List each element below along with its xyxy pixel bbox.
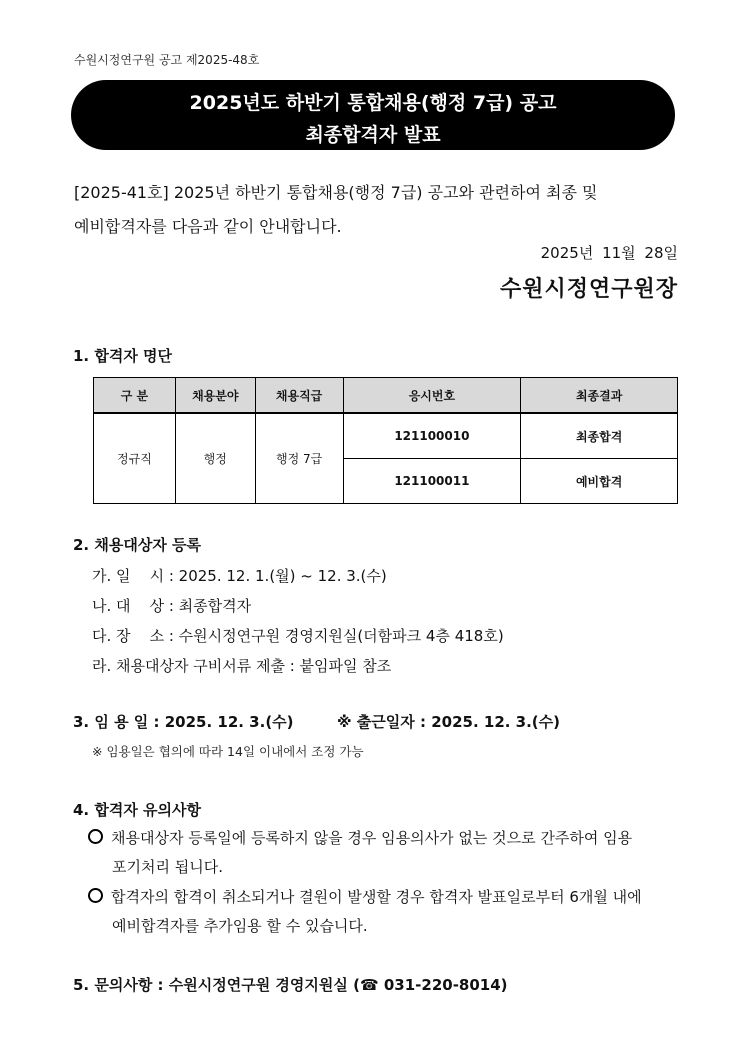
- bullet-continuation: 예비합격자를 추가임용 할 수 있습니다.: [112, 917, 368, 935]
- appointment-note: ※ 임용일은 협의에 따라 14일 이내에서 조정 가능: [92, 744, 364, 759]
- header-number: 응시번호: [343, 378, 521, 414]
- cell-number: 121100010: [343, 413, 521, 459]
- table-row: [94, 413, 678, 459]
- cell-grade: 행정 7급: [255, 413, 343, 504]
- section-1-title: 1. 합격자 명단: [73, 347, 173, 365]
- result-table: [93, 377, 678, 504]
- signer: 수원시정연구원장: [499, 277, 678, 302]
- bullet-continuation: 포기처리 됩니다.: [112, 858, 223, 876]
- banner-title: 2025년도 하반기 통합채용(행정 7급) 공고: [189, 92, 557, 114]
- banner-subtitle: 최종합격자 발표: [305, 124, 441, 146]
- notice-bullet: [88, 886, 642, 907]
- cell-category: 정규직: [94, 413, 176, 504]
- header-field: 채용분야: [175, 378, 255, 414]
- circle-bullet-icon: [88, 888, 103, 903]
- bullet-text: 합격자의 합격이 취소되거나 결원이 발생할 경우 합격자 발표일로부터 6개월 내에: [111, 888, 642, 906]
- intro-line-1: [2025-41호] 2025년 하반기 통합채용(행정 7급) 공고와 관련하여 최종 및: [74, 183, 598, 202]
- section-3-title: 3. 임 용 일 : 2025. 12. 3.(수): [73, 713, 294, 731]
- section-2-title: 2. 채용대상자 등록: [73, 536, 202, 554]
- cell-number: 121100011: [343, 459, 521, 504]
- header-grade: 채용직급: [255, 378, 343, 414]
- announcement-date: 2025년 11월 28일: [540, 244, 678, 262]
- circle-bullet-icon: [88, 829, 103, 844]
- start-date: ※ 출근일자 : 2025. 12. 3.(수): [337, 713, 561, 731]
- registration-item: 가. 일 시 : 2025. 12. 1.(월) ~ 12. 3.(수): [92, 567, 387, 585]
- intro-paragraph: [74, 176, 678, 244]
- notice-number: 수원시정연구원 공고 제2025-48호: [74, 53, 260, 67]
- table-header-row: [94, 378, 678, 414]
- title-banner: [71, 80, 675, 150]
- bullet-text: 채용대상자 등록일에 등록하지 않을 경우 임용의사가 없는 것으로 간주하여 임용: [111, 829, 633, 847]
- intro-line-2: 예비합격자를 다음과 같이 안내합니다.: [74, 217, 342, 236]
- header-category: 구 분: [94, 378, 176, 414]
- header-result: 최종결과: [521, 378, 678, 414]
- registration-item: 다. 장 소 : 수원시정연구원 경영지원실(더함파크 4층 418호): [92, 627, 504, 645]
- cell-field: 행정: [175, 413, 255, 504]
- registration-item: 라. 채용대상자 구비서류 제출 : 붙임파일 참조: [92, 657, 392, 675]
- cell-result: 예비합격: [521, 459, 678, 504]
- registration-item: 나. 대 상 : 최종합격자: [92, 597, 252, 615]
- section-4-title: 4. 합격자 유의사항: [73, 801, 202, 819]
- cell-result: 최종합격: [521, 413, 678, 459]
- section-5-contact: 5. 문의사항 : 수원시정연구원 경영지원실 (☎ 031-220-8014): [73, 976, 508, 994]
- notice-bullet: [88, 827, 632, 848]
